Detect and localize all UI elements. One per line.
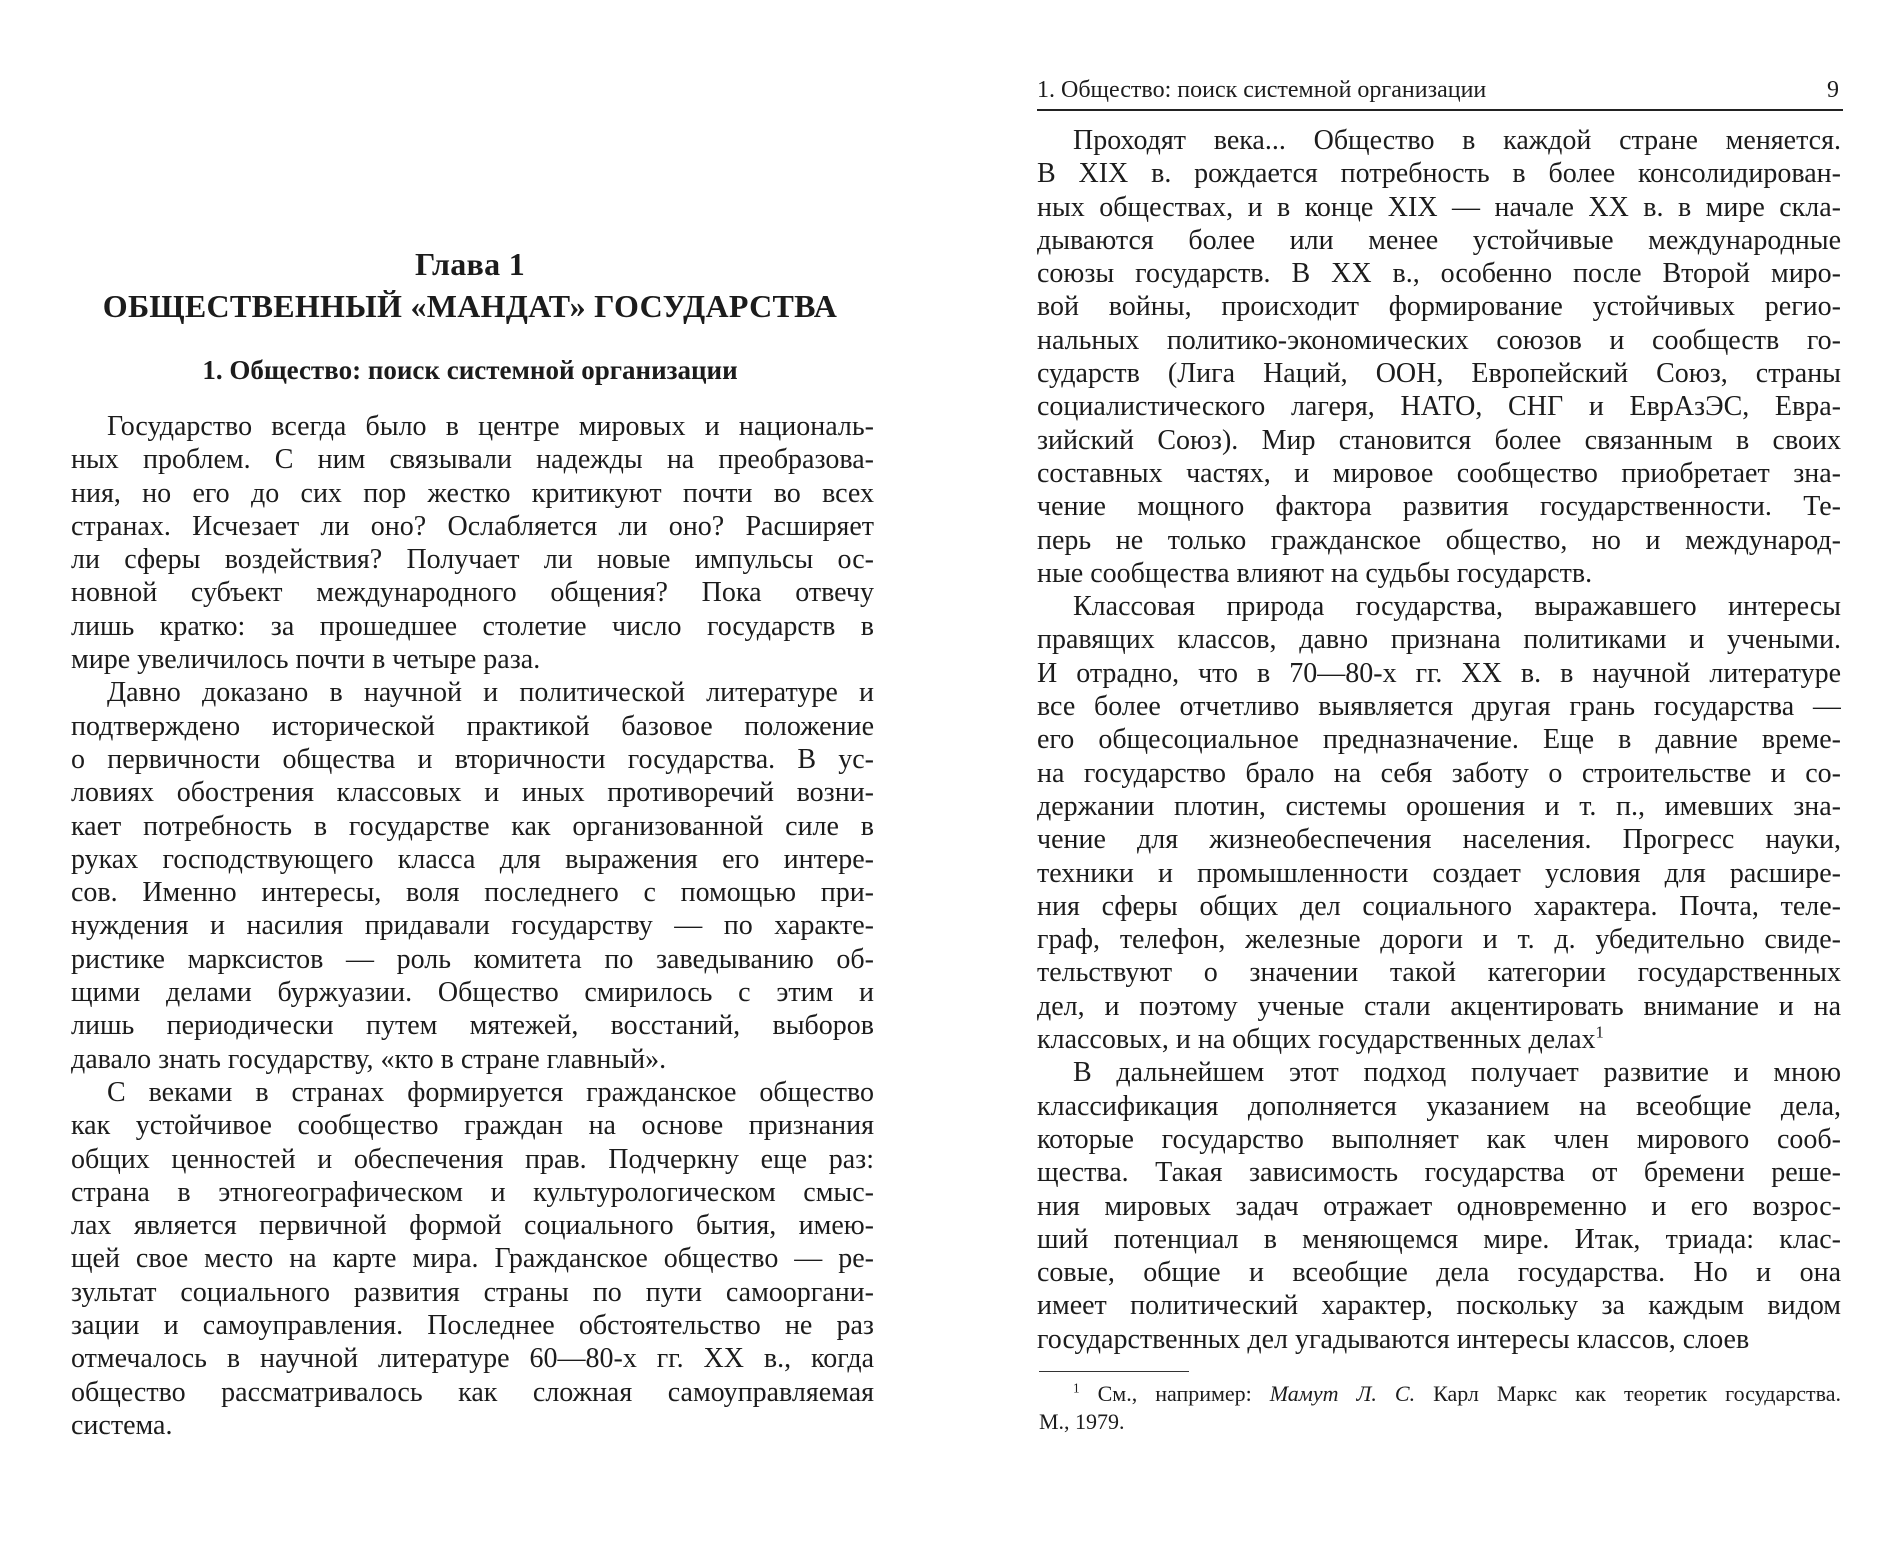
text-line-content: кает потребность в государстве как организованной силе в — [71, 810, 874, 842]
text-line — [1037, 157, 1841, 190]
text-line — [71, 477, 874, 510]
text-line-content: чение мощного фактора развития государственности. Те- — [1037, 491, 1841, 523]
text-line — [1037, 623, 1841, 656]
text-line — [71, 676, 874, 709]
text-line — [1037, 823, 1841, 856]
text-line-content: на государство брало на себя заботу о строительстве и со- — [1037, 757, 1841, 789]
text-line-content: страна в этногеографическом и культурологическом смыс- — [71, 1176, 874, 1208]
text-line-content: зийский Союз). Мир становится более связанным в своих — [1037, 424, 1841, 456]
text-line-content: Государство всегда было в центре мировых и националь- — [107, 411, 874, 442]
text-line — [1037, 124, 1841, 157]
text-line — [1037, 723, 1841, 756]
text-line — [1037, 956, 1841, 989]
left-body-text — [71, 410, 874, 1442]
footnote-number: 1 — [1073, 1380, 1080, 1396]
text-line-content: дел, и поэтому ученые стали акцентировать внимание и на — [1037, 990, 1841, 1022]
text-line-content: подтверждено исторической практикой базовое положение — [71, 710, 874, 742]
text-line-content: отмечалось в научной литературе 60—80-х гг. XX в., когда — [71, 1343, 874, 1375]
text-line — [1037, 1023, 1841, 1056]
section-title: 1. Общество: поиск системной организации — [202, 355, 738, 385]
text-line — [1037, 1156, 1841, 1189]
text-line — [1037, 1123, 1841, 1156]
text-line — [71, 876, 874, 909]
text-line-content: лишь кратко: за прошедшее столетие число государств в — [71, 610, 874, 642]
text-line-content: щими делами буржуазии. Общество смирилось с этим и — [71, 977, 874, 1009]
text-line — [71, 1143, 874, 1176]
footnote-city-year: М., 1979. — [1039, 1409, 1125, 1434]
text-line — [1037, 657, 1841, 690]
text-line — [1037, 191, 1841, 224]
text-line — [1037, 324, 1841, 357]
text-line — [71, 810, 874, 843]
text-line — [1037, 1289, 1841, 1322]
text-line — [71, 543, 874, 576]
text-line — [1037, 557, 1841, 590]
text-line — [1037, 857, 1841, 890]
text-line — [71, 776, 874, 809]
text-line — [71, 743, 874, 776]
text-line-content: чение для жизнеобеспечения населения. Прогресс науки, — [1037, 824, 1841, 856]
text-line-content: техники и промышленности создает условия для расшире- — [1037, 857, 1841, 889]
text-line — [71, 1242, 874, 1275]
text-line-content: Давно доказано в научной и политической литературе и — [107, 677, 874, 709]
text-line-content: И отрадно, что в 70—80-х гг. XX в. в научной литературе — [1037, 657, 1841, 689]
text-line-content: Проходят века... Общество в каждой стране меняется. — [1073, 125, 1841, 156]
chapter-heading — [100, 243, 840, 327]
text-line-content: классовых, и на общих государственных делах — [1037, 1024, 1596, 1056]
text-line-content: дываются более или менее устойчивые международные — [1037, 224, 1841, 256]
text-line-content: щей свое место на карте мира. Гражданское общество — ре- — [71, 1243, 874, 1275]
chapter-label: Глава 1 — [414, 246, 526, 282]
text-line-content: ловиях обострения классовых и иных противоречий возни- — [71, 777, 874, 809]
text-line-content: Классовая природа государства, выражавшего интересы — [1073, 591, 1841, 623]
text-line-content: С веками в странах формируется гражданское общество — [107, 1076, 874, 1108]
text-line-content: ший потенциал в меняющемся мире. Итак, триада: клас- — [1037, 1223, 1841, 1255]
right-page — [951, 0, 1902, 1545]
footnote — [1039, 1380, 1841, 1436]
text-line-content: руках господствующего класса для выражения его интере- — [71, 843, 874, 875]
text-line — [71, 410, 874, 443]
text-line — [1037, 757, 1841, 790]
text-line — [1037, 357, 1841, 390]
text-line — [1037, 890, 1841, 923]
text-line-content: которые государство выполняет как член мирового сооб- — [1037, 1123, 1841, 1155]
text-line-content: государственных дел угадываются интересы классов, слоев — [1037, 1323, 1750, 1355]
footnote-divider — [1039, 1371, 1189, 1372]
right-body-text — [1037, 124, 1841, 1356]
text-line — [71, 643, 874, 676]
text-line — [71, 1342, 874, 1375]
text-line-content: перь не только гражданское общество, но и международ- — [1037, 524, 1841, 556]
text-line — [1037, 1090, 1841, 1123]
text-line-content: правящих классов, давно признана политиками и учеными. — [1037, 624, 1841, 656]
text-line-content: классификация дополняется указанием на всеобщие дела, — [1037, 1090, 1841, 1122]
text-line — [71, 909, 874, 942]
text-line-content: сударств (Лига Наций, ООН, Европейский Союз, страны — [1037, 358, 1841, 390]
text-line — [71, 1043, 874, 1076]
text-line — [71, 1209, 874, 1242]
text-line — [1037, 457, 1841, 490]
text-line-content: ния мировых задач отражает одновременно и его возрос- — [1037, 1190, 1841, 1222]
text-line-content: общих ценностей и обеспечения прав. Подчеркну еще раз: — [71, 1143, 874, 1175]
text-line-content: нуждения и насилия придавали государству — по характе- — [71, 910, 874, 942]
text-line — [1037, 1223, 1841, 1256]
text-line — [1037, 690, 1841, 723]
text-line — [71, 976, 874, 1009]
text-line — [71, 1009, 874, 1042]
text-line — [1037, 424, 1841, 457]
footnote-reference[interactable]: 1 — [1595, 1023, 1604, 1042]
chapter-title: ОБЩЕСТВЕННЫЙ «МАНДАТ» ГОСУДАРСТВА — [102, 288, 838, 324]
text-line-content: граф, телефон, железные дороги и т. д. убедительно свиде- — [1037, 924, 1841, 956]
text-line — [71, 710, 874, 743]
text-line — [1037, 923, 1841, 956]
text-line — [1037, 490, 1841, 523]
text-line-content: ния сферы общих дел социального характера. Почта, теле- — [1037, 890, 1841, 922]
text-line-content: ли сферы воздействия? Получает ли новые импульсы ос- — [71, 544, 874, 576]
text-line — [1037, 1190, 1841, 1223]
text-line-content: лишь периодически путем мятежей, восстаний, выборов — [71, 1010, 874, 1042]
text-line — [1037, 590, 1841, 623]
text-line — [71, 1176, 874, 1209]
text-line — [71, 943, 874, 976]
text-line — [1037, 257, 1841, 290]
text-line-content: В XIX в. рождается потребность в более консолидирован- — [1037, 158, 1841, 190]
text-line-content: лах является первичной формой социального бытия, имею- — [71, 1210, 874, 1242]
text-line — [71, 843, 874, 876]
text-line — [71, 576, 874, 609]
text-line-content: нальных политико-экономических союзов и сообществ го- — [1037, 324, 1841, 356]
text-line — [71, 1409, 874, 1442]
text-line-content: социалистического лагеря, НАТО, СНГ и ЕврАзЭС, Евра- — [1037, 391, 1841, 423]
text-line — [71, 510, 874, 543]
text-line-content: ристике марксистов — роль комитета по заведыванию об- — [71, 943, 874, 975]
text-line — [71, 1276, 874, 1309]
text-line-content: система. — [71, 1409, 173, 1441]
text-line — [71, 1076, 874, 1109]
text-line — [71, 1109, 874, 1142]
text-line-content: ных обществах, и в конце XIX — начале XX в. в мире скла- — [1037, 191, 1841, 223]
text-line — [71, 443, 874, 476]
footnote-title: Карл Маркс как теоретик государства. — [1415, 1381, 1841, 1406]
text-line-content: ных проблем. С ним связывали надежды на преобразова- — [71, 444, 874, 476]
text-line-content: держании плотин, системы орошения и т. п., имевших зна- — [1037, 790, 1841, 822]
running-header-title: 1. Общество: поиск системной организации — [1037, 77, 1487, 103]
text-line-content: составных частях, и мировое сообщество приобретает зна- — [1037, 457, 1841, 489]
text-line-content: В дальнейшем этот подход получает развитие и мною — [1073, 1057, 1841, 1089]
page-number: 9 — [1827, 77, 1839, 103]
text-line — [1037, 1256, 1841, 1289]
footnote-prefix: См., например: — [1097, 1381, 1270, 1406]
text-line — [1037, 524, 1841, 557]
text-line — [1037, 1056, 1841, 1089]
text-line-content: о первичности общества и вторичности государства. В ус- — [71, 743, 874, 775]
running-header — [1037, 73, 1843, 111]
text-line-content: странах. Исчезает ли оно? Ослабляется ли оно? Расширяет — [71, 510, 874, 542]
footnote-author: Мамут Л. С. — [1269, 1381, 1416, 1406]
text-line-content: новной субъект международного общения? Пока отвечу — [71, 577, 874, 609]
text-line-content: тельствуют о значении такой категории государственных — [1037, 957, 1841, 989]
text-line-content: зации и самоуправления. Последнее обстоятельство не раз — [71, 1310, 874, 1342]
text-line-content: совые, общие и всеобщие дела государства. Но и она — [1037, 1257, 1841, 1289]
text-line-content: сов. Именно интересы, воля последнего с помощью при- — [71, 877, 874, 909]
text-line-content: вой войны, происходит формирование устойчивых регио- — [1037, 291, 1841, 323]
text-line-content: зультат социального развития страны по пути самооргани- — [71, 1276, 874, 1308]
text-line-content: ные сообщества влияют на судьбы государств. — [1037, 557, 1593, 589]
text-line — [1037, 1323, 1841, 1356]
text-line-content: имеет политический характер, поскольку за каждым видом — [1037, 1290, 1841, 1322]
text-line — [1037, 990, 1841, 1023]
text-line-content: союзы государств. В XX в., особенно после Второй миро- — [1037, 258, 1841, 290]
text-line-content: давало знать государству, «кто в стране главный». — [71, 1043, 667, 1075]
text-line-content: все более отчетливо выявляется другая грань государства — — [1037, 691, 1841, 723]
text-line — [1037, 224, 1841, 257]
text-line-content: его общесоциальное предназначение. Еще в давние време- — [1037, 724, 1841, 756]
text-line — [71, 1309, 874, 1342]
text-line — [71, 610, 874, 643]
text-line-content: ния, но его до сих пор жестко критикуют почти во всех — [71, 477, 874, 509]
text-line-content: общество рассматривалось как сложная самоуправляемая — [71, 1376, 874, 1408]
text-line-content: щества. Такая зависимость государства от бремени реше- — [1037, 1157, 1841, 1189]
text-line-content: как устойчивое сообщество граждан на основе признания — [71, 1110, 874, 1142]
text-line — [1037, 790, 1841, 823]
text-line — [1037, 390, 1841, 423]
footnote-line — [1039, 1380, 1841, 1408]
text-line — [1037, 290, 1841, 323]
text-line — [71, 1376, 874, 1409]
text-line-content: мире увеличилось почти в четыре раза. — [71, 644, 541, 676]
